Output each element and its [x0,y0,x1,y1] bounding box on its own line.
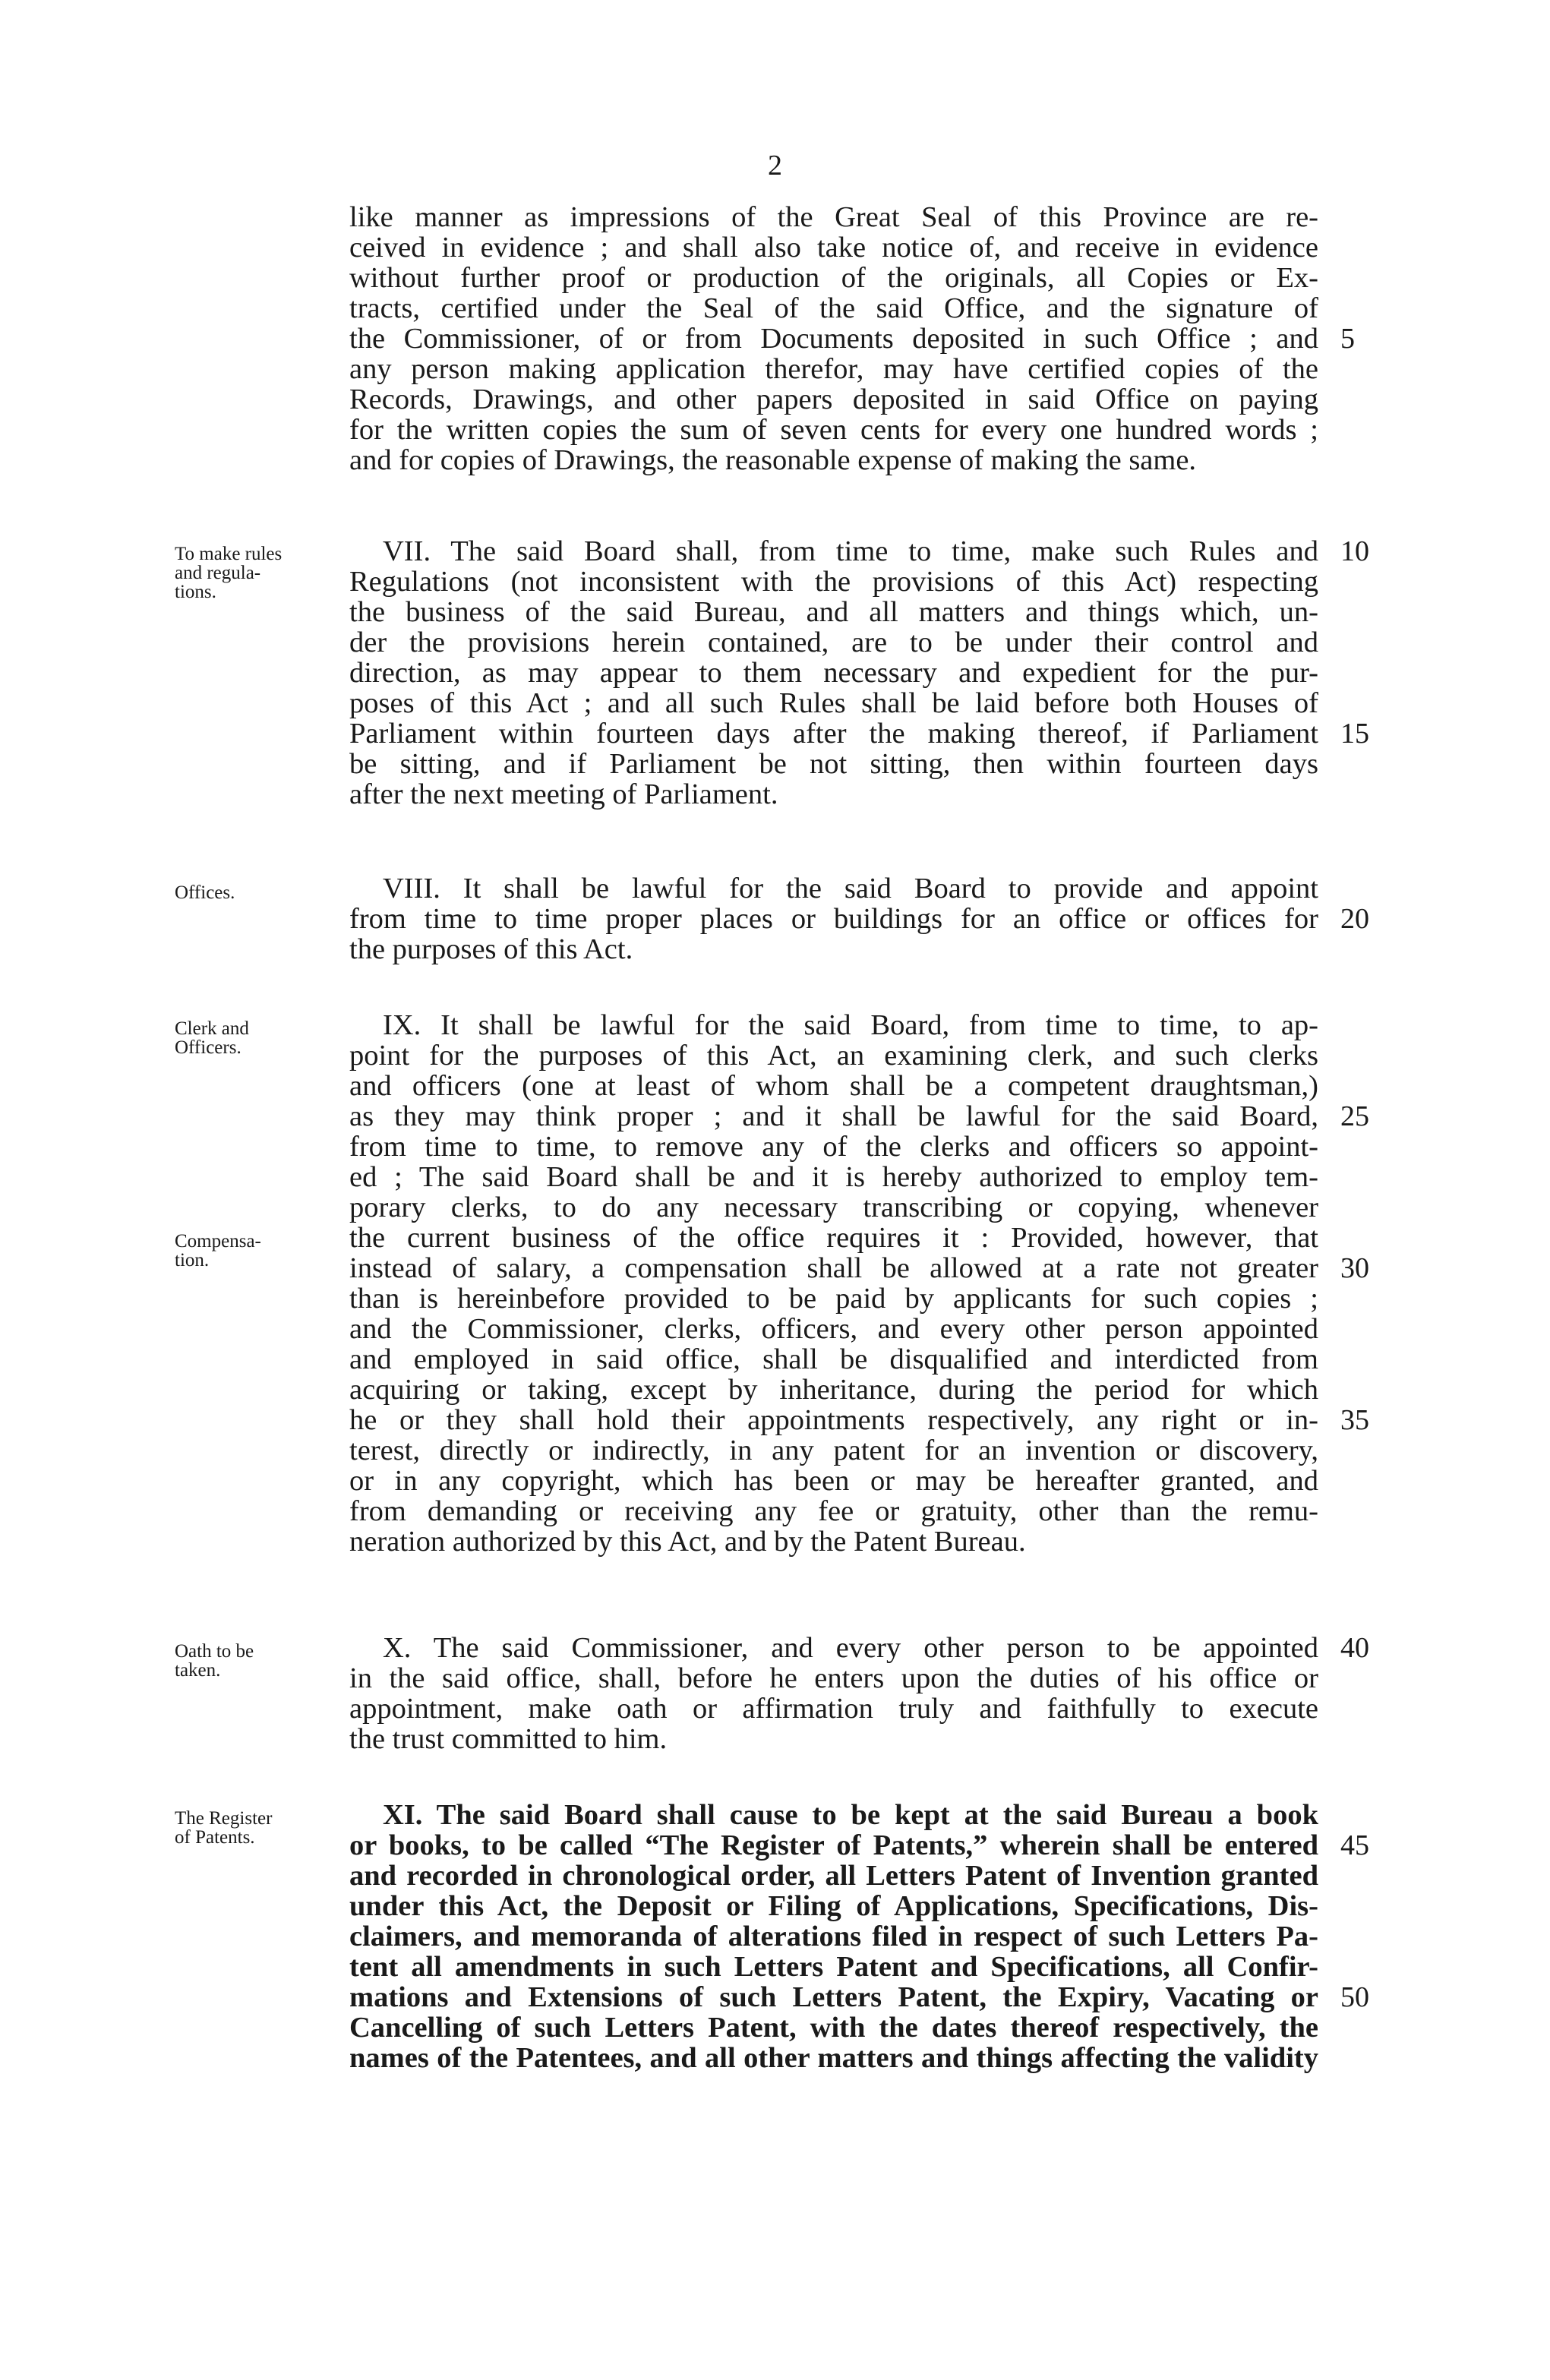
margin-note-line: Officers. [175,1037,241,1058]
text-line: from time to time proper places or buildings for an office or offices for [349,903,1318,935]
section-x [349,1633,1318,1754]
section-ix [349,1010,1318,1557]
margin-note-line: and regula- [175,563,261,583]
text-line: Parliament within fourteen days after the making thereof, if Parliament [349,718,1318,750]
text-line: tracts, certified under the Seal of the said Office, and the signature of [349,292,1318,324]
text-line: or books, to be called “The Register of Patents,” wherein shall be entered [349,1829,1318,1861]
text-line: Records, Drawings, and other papers deposited in said Office on paying [349,384,1318,415]
margin-note-line: The Register [175,1808,273,1829]
text-line: the Commissioner, of or from Documents deposited in such Office ; and [349,323,1318,355]
text-line: Cancelling of such Letters Patent, with the dates thereof respectively, the [349,2012,1318,2044]
text-line: under this Act, the Deposit or Filing of Applications, Specifications, Dis- [349,1890,1318,1922]
text-line: XI. The said Board shall cause to be kept at the said Bureau a book [383,1799,1318,1831]
text-line: mations and Extensions of such Letters Patent, the Expiry, Vacating or [349,1981,1318,2013]
section-viii [349,873,1318,964]
text-line: direction, as may appear to them necessary and expedient for the pur- [349,657,1318,689]
text-line: instead of salary, a compensation shall be allowed at a rate not greater [349,1252,1318,1284]
line-number: 15 [1340,718,1369,750]
margin-note-oath [175,1642,327,1680]
text-line: and for copies of Drawings, the reasonable expense of making the same. [349,444,1197,476]
text-line: like manner as impressions of the Great Seal of this Province are re- [349,201,1318,233]
text-line: X. The said Commissioner, and every other person to be appointed [383,1632,1318,1664]
margin-note-clerk [175,1019,327,1057]
margin-note-line: tion. [175,1250,210,1270]
text-line: poses of this Act ; and all such Rules shall be laid before both Houses of [349,687,1318,719]
text-line: VIII. It shall be lawful for the said Board to provide and appoint [383,873,1318,904]
text-line: after the next meeting of Parliament. [349,778,778,810]
text-line: porary clerks, to do any necessary transcribing or copying, whenever [349,1192,1318,1223]
margin-note-line: of Patents. [175,1827,255,1848]
margin-note-line: tions. [175,582,216,602]
text-line: Regulations (not inconsistent with the provisions of this Act) respecting [349,566,1318,598]
paragraph-intro [349,202,1318,475]
text-line: or in any copyright, which has been or may be hereafter granted, and [349,1465,1318,1497]
text-line: he or they shall hold their appointments respectively, any right or in- [349,1404,1318,1436]
text-line: the purposes of this Act. [349,933,633,965]
line-number: 35 [1340,1404,1369,1436]
text-line: claimers, and memoranda of alterations filed in respect of such Letters Pa- [349,1921,1318,1952]
text-line: acquiring or taking, except by inheritance, during the period for which [349,1374,1318,1406]
text-line: from time to time, to remove any of the clerks and officers so appoint- [349,1131,1318,1163]
text-line: IX. It shall be lawful for the said Board, from time to time, to ap- [383,1009,1318,1041]
text-line: terest, directly or indirectly, in any patent for an invention or discovery, [349,1435,1318,1466]
text-line: and officers (one at least of whom shall be a competent draughtsman,) [349,1070,1318,1102]
margin-note-line: Clerk and [175,1018,249,1039]
margin-note-rules [175,544,327,601]
line-number: 5 [1340,323,1355,355]
text-line: ed ; The said Board shall be and it is hereby authorized to employ tem- [349,1161,1318,1193]
text-line: der the provisions herein contained, are to be under their control and [349,627,1318,658]
margin-note-offices [175,883,327,902]
margin-note-line: To make rules [175,544,283,564]
margin-note-line: taken. [175,1660,221,1681]
text-line: VII. The said Board shall, from time to time, make such Rules and [383,535,1318,567]
text-line: without further proof or production of the originals, all Copies or Ex- [349,262,1318,294]
text-line: appointment, make oath or affirmation truly and faithfully to execute [349,1693,1318,1725]
text-line: and recorded in chronological order, all Letters Patent of Invention granted [349,1860,1318,1892]
margin-note-line: Oath to be [175,1641,254,1662]
text-line: be sitting, and if Parliament be not sitting, then within fourteen days [349,748,1318,780]
text-line: and employed in said office, shall be disqualified and interdicted from [349,1343,1318,1375]
text-line: for the written copies the sum of seven cents for every one hundred words ; [349,414,1318,446]
margin-note-line: Offices. [175,882,235,903]
page-number: 2 [768,150,782,181]
margin-note-line: Compensa- [175,1231,261,1252]
text-line: neration authorized by this Act, and by the Patent Bureau. [349,1526,1026,1558]
text-line: and the Commissioner, clerks, officers, and every other person appointed [349,1313,1318,1345]
section-xi [349,1800,1318,2073]
text-line: ceived in evidence ; and shall also take notice of, and receive in evidence [349,232,1318,264]
line-number: 25 [1340,1100,1369,1132]
text-line: point for the purposes of this Act, an examining clerk, and such clerks [349,1040,1318,1072]
text-line: the trust committed to him. [349,1723,668,1755]
text-line: any person making application therefor, may have certified copies of the [349,353,1318,385]
text-line: than is hereinbefore provided to be paid by applicants for such copies ; [349,1283,1318,1315]
line-number: 10 [1340,535,1369,567]
text-line: in the said office, shall, before he enters upon the duties of his office or [349,1662,1318,1694]
margin-note-compensation [175,1232,327,1270]
section-vii [349,536,1318,810]
margin-note-register [175,1809,327,1847]
line-number: 45 [1340,1829,1369,1861]
text-line: tent all amendments in such Letters Patent and Specifications, all Confir- [349,1951,1318,1983]
line-number: 20 [1340,903,1369,935]
line-number: 50 [1340,1981,1369,2013]
line-number: 30 [1340,1252,1369,1284]
text-line: from demanding or receiving any fee or gratuity, other than the remu- [349,1495,1318,1527]
text-line: the business of the said Bureau, and all matters and things which, un- [349,596,1318,628]
text-line: names of the Patentees, and all other matters and things affecting the validity [349,2042,1318,2074]
text-line: the current business of the office requires it : Provided, however, that [349,1222,1318,1254]
line-number: 40 [1340,1632,1369,1664]
text-line: as they may think proper ; and it shall be lawful for the said Board, [349,1100,1318,1132]
